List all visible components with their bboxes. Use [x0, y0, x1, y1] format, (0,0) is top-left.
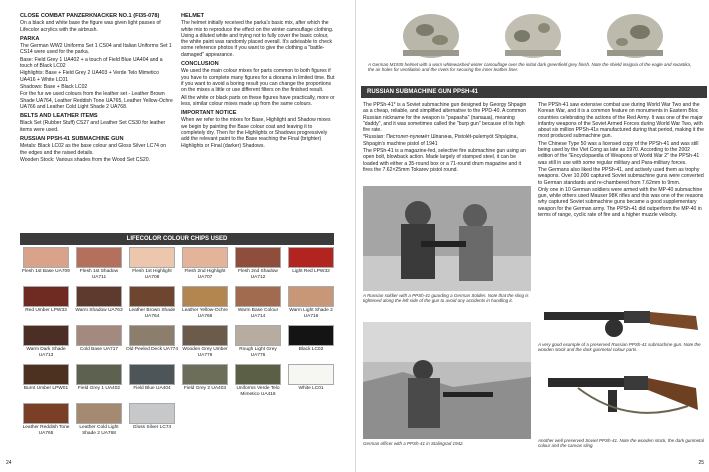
colour-chip-label: Warm Light Shade 2 UA716 [289, 308, 333, 319]
paragraph: We used the main colour mixes for parts common to both figures if you have to complete many figures for a diorama in limited time. But if you want to avoid a boring result you can change the proportions on the mixes a little or use different filters on the finished result. [181, 68, 335, 94]
paragraph: Only one in 10 German soldiers were armed with the MP-40 submachine gun, while others used Mauser 98K rifles and this was one of the reasons why captured Soviet submachine guns became a good supplementary weapon for the German army. The PPSh-41 did outperform the MP-40 in terms of range, cyclic rate of fire and a higher muzzle velocity. [538, 186, 704, 219]
colour-swatch [288, 364, 334, 385]
officer-caption: German officer with a PPSh-41 in Stalingrad 1942. [363, 441, 464, 446]
officer-photo [363, 322, 531, 439]
section-heading: PARKA [20, 35, 40, 42]
paragraph: The Chinese Type 50 was a licensed copy of the PPSh-41 and was still being used by the Viet Cong as late as 1970. According to the 2002 edition of the "Encyclopaedia of Weapons of World War 2" the PPSh-41 was still in use with some regular military and Para-military forces. [538, 140, 700, 166]
colour-chip [126, 247, 178, 286]
paragraph: The German WW2 Uniforms Set 1 CS04 and Italian Uniforms Set 1 CS14 were used for the parka. [20, 43, 172, 56]
paragraph: Black Set (Rubber Stuff) CS27 and Leather Set CS30 for leather items were used. [20, 120, 166, 133]
helmet-photos [356, 0, 709, 73]
colour-swatch [23, 286, 69, 307]
colour-chip-label: Cold Base UA717 [79, 347, 119, 352]
colour-swatch [182, 325, 228, 346]
right-text-column-1 [363, 102, 530, 174]
colour-chip-label: Warm Dark Shade UA713 [26, 347, 66, 358]
colour-chip [285, 325, 337, 364]
left-text-column-2 [181, 10, 335, 150]
colour-chip [73, 286, 125, 325]
colour-chip [126, 403, 178, 442]
colour-chip [73, 403, 125, 442]
colour-chip-label: Flesh 2nd Highlight UA707 [184, 269, 226, 280]
paragraph: The PPSh-41 saw extensive combat use during World War Two and the Korean War, and it is a common feature on monuments in Eastern Bloc countries celebrating the actions of the Red Army. It was one of the major infantry weapons of the Soviet Armed Forces during World War Two, with about six million PPSh-41s manufactured during that period, making it the most produced submachine gun. [538, 102, 704, 140]
colour-chip [20, 286, 72, 325]
colour-swatch [235, 364, 281, 385]
colour-chip-label: Gloss Silver LC74 [132, 425, 172, 430]
colour-swatch [288, 247, 334, 268]
colour-chip [285, 364, 337, 403]
helmet-photo-1 [400, 6, 462, 58]
colour-chip-label: Old Peeled Deck UA774 [126, 347, 178, 352]
colour-swatch [288, 286, 334, 307]
paragraph: Base: Field Grey 1 UA402 + a touch of Field Blue UA404 and a touch of Black LC02 [20, 56, 163, 70]
ppsh41-photo-2 [538, 360, 704, 436]
soldiers-caption: A Russian soldier with a PPSh-41 guarding a German Soldier. Note that the sling is tightened along the left side of the gun to avoid any accidents in handling it. [363, 293, 529, 304]
helmet-photo-2 [502, 6, 564, 58]
colour-chip-label: Leather Yellow-Ochre UA766 [182, 308, 228, 319]
colour-chip-label: Burnt Umber LPW01 [23, 386, 69, 391]
colour-swatch [288, 325, 334, 346]
paragraph: The PPSh-41 is a magazine-fed, selective fire submachine gun using an open bolt, blowback action. Made largely of stamped steel, it can be loaded with either a 35-round box or a 71-round drum magazine and it fires the 7.62×25mm Tokarev pistol round. [363, 148, 526, 173]
helmet-photo-3 [604, 6, 666, 58]
paragraph: Metals: Black LC02 as the base colour and Gloss Silver LC74 on the edges and the raised details. [20, 143, 167, 156]
colour-chip-label: Field Grey 1 UA402 [77, 386, 121, 391]
colour-chip [179, 286, 231, 325]
colour-swatch [129, 403, 175, 424]
left-page [0, 0, 354, 472]
paragraph: The helmet initially received the parka's basic mix, after which the white mix to reproduce the effect on the winter camouflage clothing. Using a diluted white and trying not to fully cover the basic colour, the white paint was randomly placed overall. It's advisable to check some reference photos if you want to give the clothing a "battle-damaged" appearance. [181, 20, 334, 58]
section-heading: CLOSE COMBAT PANZERKNACKER NO.1 (FI35-078) [20, 13, 160, 19]
colour-chip-label: Wooden Grey Umber UA779 [182, 347, 228, 358]
colour-swatch [182, 364, 228, 385]
colour-swatch [129, 325, 175, 346]
colour-chip [285, 286, 337, 325]
colour-swatch [23, 364, 69, 385]
colour-chip-label: Uniforms Verde Telo Mimetico UA416 [236, 386, 280, 397]
ppsh41-photo-1 [538, 302, 704, 340]
colour-chip-label: Flesh 2nd Shadow UA712 [238, 269, 278, 280]
colour-chips-title: LIFECOLOR COLOUR CHIPS USED [20, 233, 334, 245]
right-text-column-2 [538, 102, 704, 219]
paragraph: *Russian: Пистолет-пулемёт Шпагина, Pistolét-pulemyót Shpágina, Shpagin's machine pistol of 1941 [363, 134, 518, 147]
paragraph: Shadows: Base + Black LC02 [20, 83, 88, 90]
colour-swatch [76, 364, 122, 385]
colour-chip [20, 247, 72, 286]
paragraph: When we refer to the mixes for Base, Highlight and Shadow mixes we begin by painting the Base colour coat and leaving it to completely dry. Then for the Highlights or Shadows progressively add the relevant paint to the Base reaching the Final (brighter) Highlights or Final (darker) Shadows. [181, 117, 331, 149]
colour-chip [232, 247, 284, 286]
colour-chip [179, 325, 231, 364]
colour-chip [73, 247, 125, 286]
colour-chip-label: Black LC02 [298, 347, 324, 352]
colour-chip [232, 364, 284, 403]
colour-chip [179, 364, 231, 403]
colour-chip [126, 325, 178, 364]
colour-swatch [76, 286, 122, 307]
colour-swatch [129, 364, 175, 385]
paragraph: Highlights: Base + Field Grey 2 UA403 + Verde Telo Mimetico UA416 + White LC01 [20, 70, 159, 83]
section-heading: BELTS AND LEATHER ITEMS [20, 113, 98, 120]
colour-swatch [23, 247, 69, 268]
colour-swatch [76, 325, 122, 346]
page-number-right: 25 [698, 460, 704, 466]
colour-swatch [76, 403, 122, 424]
gun1-caption: A very good example of a preserved Russian PPSh-41 submachine gun. Note the wooden stock and the dark gunmetal colour parts. [538, 342, 701, 353]
colour-chips-grid [20, 245, 334, 442]
colour-chip [232, 325, 284, 364]
page-number-left: 24 [6, 460, 12, 466]
section-heading: CONCLUSION [181, 61, 219, 68]
paragraph: On a black and white base the figure was given light passes of Lifecolor acrylics with the airbrush. [20, 20, 161, 33]
colour-chip-label: Flesh 1st Highlight UA708 [132, 269, 172, 280]
colour-chip-label: Leather Brown Shade UA764 [128, 308, 176, 319]
colour-chip-label: Warm Base Colour UA714 [237, 308, 279, 319]
colour-chip-label: Leather Reddish Tone UA765 [22, 425, 70, 436]
colour-swatch [182, 286, 228, 307]
colour-chip-label: Field Blue UA404 [133, 386, 171, 391]
paragraph: For the fur we used colours from the leather set - Leather Brown Shade UA764, Leather Reddish Tone UA765, Leather Yellow-Ochre UA766 and Leather Cold Light Shade 2 UA768. [20, 91, 173, 110]
colour-chip [126, 364, 178, 403]
gun2-caption: Another well preserved Soviet PPSh-41. Note the wooden stock, the dark gunmetal colour and the canvas sling. [538, 438, 704, 449]
colour-swatch [129, 247, 175, 268]
left-text-column-1 [20, 10, 174, 164]
soldiers-photo [363, 186, 531, 291]
helmet-caption: A German M1935 helmet with a worn whitewashed winter camouflage over the initial dark greenfield grey finish. Note the shield insignia of the eagle and swastika, the air holes for ventilation and the rivets for securing the inner leather liner. [368, 62, 692, 73]
colour-chip-label: Warm Shadow UA763 [75, 308, 123, 313]
colour-chip [179, 247, 231, 286]
paragraph: The Germans also liked the PPSh-41, and actively used them as trophy weapons. Over 10,000 captured Soviet submachine guns were converted to German standards and re-chambered from 7.62mm to 9mm. [538, 166, 704, 186]
paragraph: The PPSh-41* is a Soviet submachine gun designed by Georgy Shpagin as a cheap, reliable, and simplified alternative to the PPD-40. A common Russian nickname for the weapon is "papasha" (папаша), meaning "daddy", and it was sometimes called the "burp gun" because of its high fire rate. [363, 102, 527, 134]
colour-chip [73, 325, 125, 364]
colour-chips-panel [20, 233, 334, 440]
colour-swatch [76, 247, 122, 268]
colour-swatch [182, 247, 228, 268]
colour-swatch [129, 286, 175, 307]
colour-chip [285, 247, 337, 286]
colour-chip [20, 403, 72, 442]
colour-chip-label: Leather Cold Light Shade 2 UA768 [79, 425, 119, 436]
colour-swatch [235, 325, 281, 346]
colour-chip-label: Rough Light Grey UA776 [239, 347, 277, 358]
paragraph: All the white or black parts on these figures have practically, more or less, similar colour mixes made up from the same colours. [181, 94, 335, 107]
paragraph: Wooden Stock: Various shades from the Wood Set CS20. [20, 156, 150, 163]
colour-chip-label: Flesh 1st Shadow UA711 [79, 269, 119, 280]
section-heading: IMPORTANT NOTICE [181, 110, 237, 117]
colour-chip-label: Field Grey 2 UA403 [183, 386, 227, 391]
section-banner: RUSSIAN SUBMACHINE GUN PPSH-41 [361, 86, 707, 98]
colour-chip-label: White LC01 [298, 386, 324, 391]
section-heading: RUSSIAN PPSH-41 SUBMACHINE GUN [20, 136, 124, 143]
colour-swatch [23, 325, 69, 346]
colour-chip [20, 364, 72, 403]
colour-chip [232, 286, 284, 325]
colour-chip-label: Red Umber LPW33 [25, 308, 67, 313]
colour-swatch [235, 286, 281, 307]
section-heading: HELMET [181, 13, 204, 19]
right-page [355, 0, 709, 472]
colour-chip-label: Flesh 1st Base UA709 [22, 269, 70, 274]
colour-chip-label: Light Red LPW32 [292, 269, 330, 274]
colour-swatch [235, 247, 281, 268]
colour-swatch [23, 403, 69, 424]
colour-chip [20, 325, 72, 364]
colour-chip [126, 286, 178, 325]
colour-chip [73, 364, 125, 403]
